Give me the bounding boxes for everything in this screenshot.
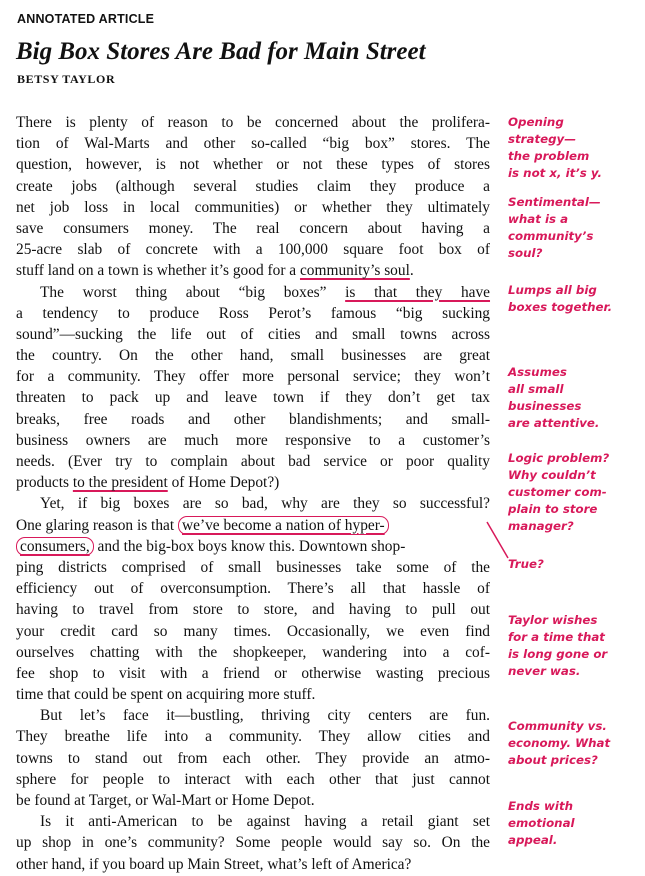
text-run: ourselves chatting with the shopkeeper, wandering into a cof- [16,643,490,661]
annotation-line: never was. [508,664,581,678]
line-fit-wrapper [16,218,490,239]
text-run: There is plenty of reason to be concerned about the prolifera- [16,114,490,131]
line-fit-wrapper [40,705,490,726]
text-run: for a community. They offer more personal service; they won’t [16,368,490,386]
annotation-line: community’s [508,229,594,243]
text-run: threaten to pack up and leave town if they don’t get tax [16,389,490,407]
line-fit-wrapper [16,451,490,472]
annotation-community-vs-economy [508,718,638,769]
annotation-line: businesses [508,399,582,413]
annotation-line: strategy— [508,132,577,146]
text-run: 25-acre slab of concrete with a 100,000 square foot box of [16,241,490,259]
text-run: time that could be spent on acquiring more stuff. [16,686,316,704]
text-run: up shop in one’s community? Some people would say so. On the [16,834,490,852]
annotation-line: customer com- [508,485,607,499]
annotation-line: the problem [508,149,590,163]
annotation-sentimental [508,194,638,262]
body-line [16,663,490,684]
connector-stroke [487,522,508,558]
text-run: question, however, is not whether or not these types of stores [16,156,490,174]
body-line [16,345,490,366]
text-run: create jobs (although several studies claim they produce a [16,177,490,195]
author-byline: BETSY TAYLOR [17,72,116,86]
body-line [16,515,490,536]
text-run: other hand, if you board up Main Street, what’s left of America? [16,855,412,873]
body-line [16,154,490,175]
text-run: They breathe life into a community. They allow cities and [16,728,490,746]
body-line [16,790,490,811]
text-run: One glaring reason is that [16,516,178,534]
annotation-line: Community vs. [508,719,607,733]
line-fit-wrapper [16,832,490,853]
text-run: towns to stand out from each other. They provide an atmo- [16,749,490,767]
body-line [16,472,490,493]
text-run: efficiency out of overconsumption. There’s all that hassle of [16,580,490,598]
line-fit-wrapper [16,472,279,493]
annotation-line: manager? [508,519,574,533]
line-fit-wrapper [16,366,490,387]
line-fit-wrapper [16,345,490,366]
body-line [16,621,490,642]
annotation-line: Opening [508,115,564,129]
body-line [16,451,490,472]
body-line [16,684,490,705]
text-run: needs. (Ever try to complain about bad service or poor quality [16,453,490,470]
body-line [16,493,490,514]
circled-phrase-hyper: we’ve become a nation of hyper- [178,516,389,535]
body-line [16,811,490,832]
body-line [16,409,490,430]
line-fit-wrapper [16,769,490,790]
body-line [16,239,490,260]
text-run: the country. On the other hand, small businesses are great [16,347,490,365]
annotation-line: appeal. [508,833,558,847]
body-line [16,218,490,239]
underlined-phrase-to-the-president: to the president [72,474,168,492]
line-fit-wrapper [16,684,315,705]
line-fit-wrapper [16,515,389,536]
body-line [16,303,490,324]
annotation-line: emotional [508,816,575,830]
circled-phrase-consumers: consumers, [16,537,94,556]
annotation-line: Taylor wishes [508,613,598,627]
annotation-line: Assumes [508,365,567,379]
text-run: But let’s face it—bustling, thriving city centers are fun. [40,707,490,725]
text-run: ping districts comprised of small businesses take some of the [16,558,490,576]
body-line [16,599,490,620]
annotation-opening-strategy [508,114,638,182]
section-kicker: ANNOTATED ARTICLE [17,12,155,26]
annotation-line: about prices? [508,753,598,767]
text-run: stuff land on a town is whether it’s good for a [16,262,300,280]
line-fit-wrapper [16,790,315,811]
body-line [16,854,490,875]
annotation-logic-problem [508,450,638,535]
text-run: . [409,262,414,280]
line-fit-wrapper [16,133,490,154]
annotation-line: Why couldn’t [508,468,596,482]
line-fit-wrapper [16,260,414,281]
annotation-line: Ends with [508,799,574,813]
annotation-taylor-wishes [508,612,638,680]
annotation-true [508,556,638,573]
line-fit-wrapper [16,726,490,747]
line-fit-wrapper [16,599,490,620]
text-run: a tendency to produce Ross Perot’s famous “big sucking [16,304,490,322]
text-run: breaks, free roads and other blandishments; and small- [16,410,490,428]
annotation-line: Logic problem? [508,451,610,465]
text-run: sound”—sucking the life out of cities and small towns across [16,325,490,343]
line-fit-wrapper [40,811,490,832]
body-line [16,557,490,578]
line-fit-wrapper [16,387,490,408]
annotation-line: economy. What [508,736,611,750]
line-fit-wrapper [16,557,490,578]
line-fit-wrapper [16,642,490,663]
annotation-line: what is a [508,212,569,226]
text-run: sphere for people to interact with each other that just cannot [16,770,490,788]
body-line [16,176,490,197]
text-run: business owners are much more responsive to a customer’s [16,431,490,449]
line-fit-wrapper [16,239,490,260]
annotation-line: True? [508,557,544,571]
annotation-lumps-big-boxes [508,282,638,316]
text-run: net job loss in local communities) or whether they ultimately [16,198,490,216]
text-run: products [16,474,73,492]
line-fit-wrapper [16,197,490,218]
body-line [16,133,490,154]
body-line [16,748,490,769]
line-fit-wrapper [16,176,490,197]
line-fit-wrapper [16,409,490,430]
body-line [16,578,490,599]
line-fit-wrapper [16,154,490,175]
text-run: Is it anti-American to be against having a retail giant set [40,813,490,831]
text-run: The worst thing about “big boxes” [40,283,346,301]
annotation-line: is long gone or [508,647,608,661]
underlined-phrase-tendency: is that they have [345,283,491,301]
line-fit-wrapper [16,748,490,769]
line-fit-wrapper [16,303,490,324]
annotation-line: plain to store [508,502,598,516]
annotation-line: Sentimental— [508,195,601,209]
annotation-line: is not x, it’s y. [508,166,603,180]
line-fit-wrapper [16,112,490,133]
line-fit-wrapper [16,324,490,345]
body-line [16,197,490,218]
text-run: be found at Target, or Wal-Mart or Home Depot. [16,792,315,809]
line-fit-wrapper [16,536,405,557]
body-line [16,430,490,451]
annotation-line: are attentive. [508,416,600,430]
body-line [16,769,490,790]
body-line [16,705,490,726]
line-fit-wrapper [16,663,490,684]
underlined-phrase-communitys-soul: community’s soul [299,262,410,280]
text-run: save consumers money. The real concern about having a [16,219,490,237]
body-line [16,324,490,345]
body-line [16,726,490,747]
text-run: tion of Wal-Marts and other so-called “big box” stores. The [16,135,490,153]
article-body [16,112,490,875]
line-fit-wrapper [16,621,490,642]
line-fit-wrapper [40,493,490,514]
body-line [16,112,490,133]
body-line [16,536,490,557]
annotation-assumes-small-businesses [508,364,638,432]
body-line [16,260,490,281]
line-fit-wrapper [40,282,490,303]
body-line [16,366,490,387]
text-run: Yet, if big boxes are so bad, why are they so successful? [40,495,490,513]
line-fit-wrapper [16,578,490,599]
annotation-line: for a time that [508,630,605,644]
body-line [16,387,490,408]
text-run: fee shop to visit with a friend or otherwise wasting precious [16,664,490,682]
annotation-line: boxes together. [508,300,613,314]
line-fit-wrapper [16,430,490,451]
text-run: of Home Depot?) [167,474,280,492]
body-line [16,832,490,853]
text-run: having to travel from store to store, and having to pull out [16,601,490,619]
annotation-ends-with-emotional-appeal [508,798,638,849]
annotation-line: all small [508,382,564,396]
line-fit-wrapper [16,854,411,875]
text-run: and the big-box boys know this. Downtown shop- [93,537,406,555]
annotation-line: Lumps all big [508,283,597,297]
article-title: Big Box Stores Are Bad for Main Street [16,38,426,65]
text-run: your credit card so many times. Occasionally, we even find [16,622,490,640]
body-line [16,282,490,303]
body-line [16,642,490,663]
annotation-line: soul? [508,246,543,260]
